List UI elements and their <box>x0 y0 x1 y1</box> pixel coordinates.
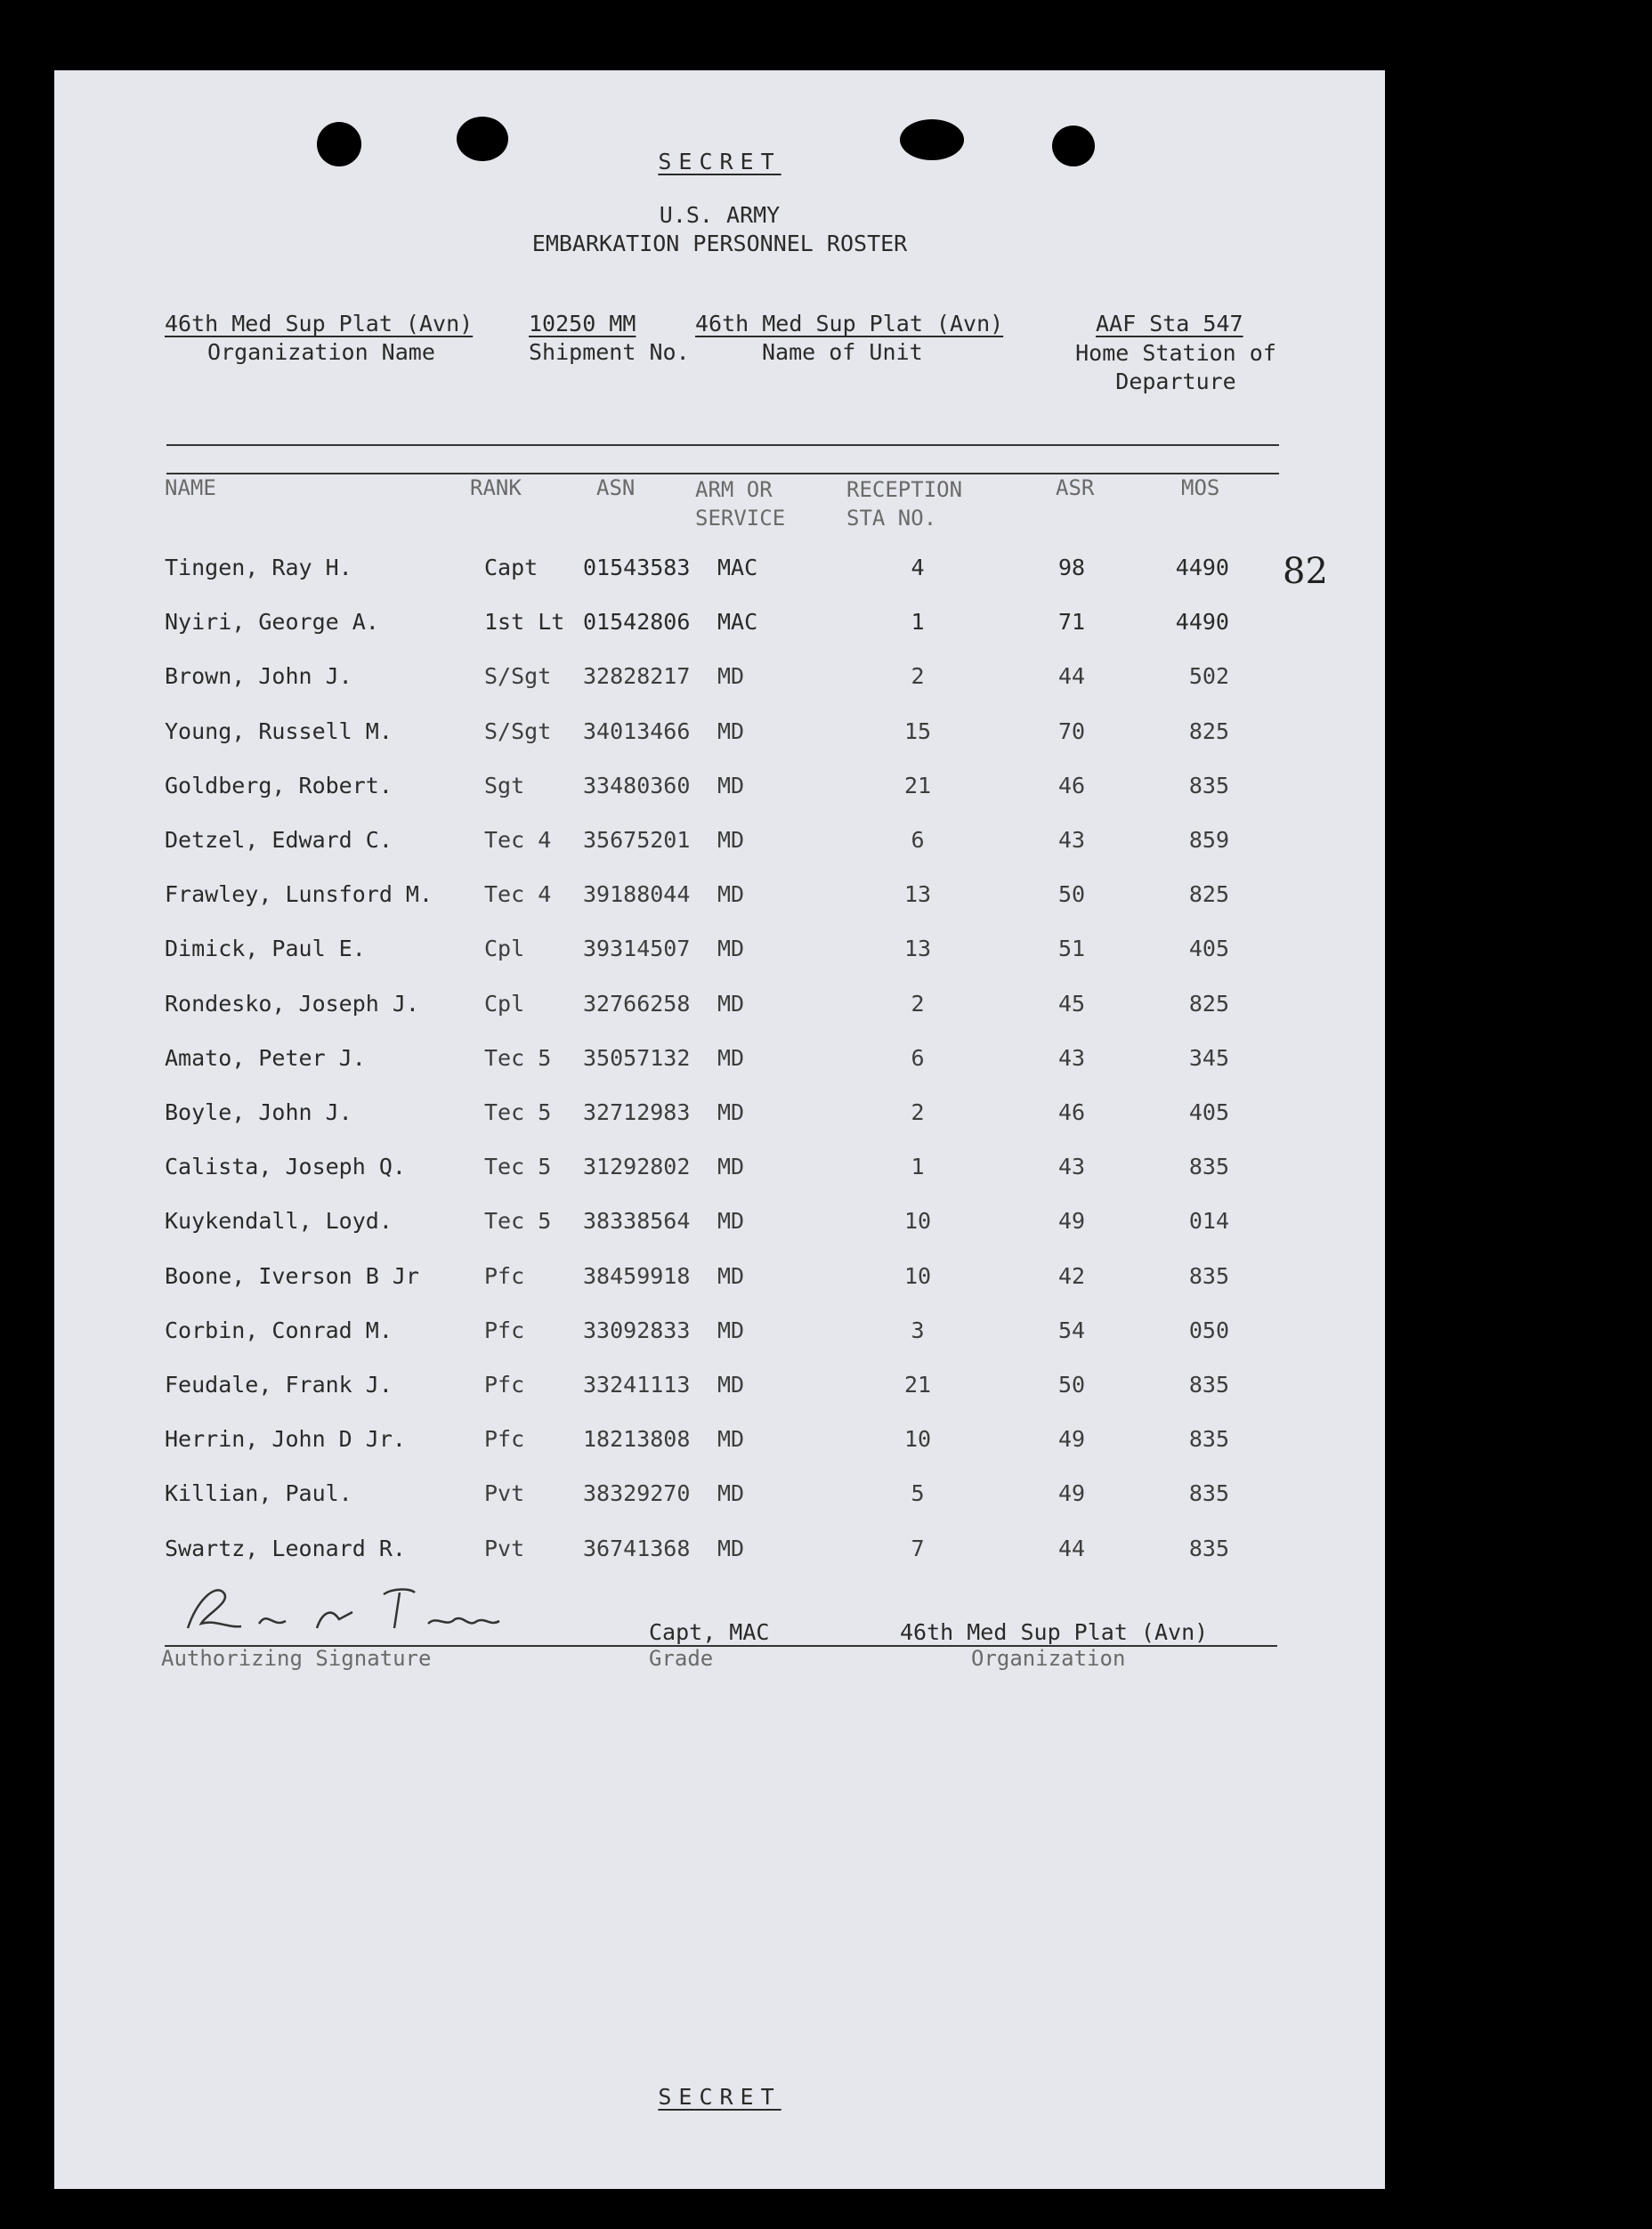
cell-asn: 38338564 <box>583 1208 691 1235</box>
cell-asn: 38329270 <box>583 1480 691 1507</box>
classification-bottom: SECRET <box>658 2084 781 2110</box>
cell-asn: 31292802 <box>583 1154 691 1180</box>
cell-asn: 35057132 <box>583 1044 691 1071</box>
cell-name: Young, Russell M. <box>165 717 393 744</box>
col-reception-sta: RECEPTION STA NO. <box>846 477 963 531</box>
cell-asr: 42 <box>1057 1262 1086 1289</box>
cell-reception-sta: 15 <box>903 717 932 744</box>
rule-top <box>166 444 1279 446</box>
cell-arm-service: MD <box>717 1154 745 1180</box>
col-asn: ASN <box>596 475 636 500</box>
cell-mos: 345 <box>1188 1044 1229 1071</box>
org-name-value: 46th Med Sup Plat (Avn) <box>165 311 474 336</box>
cell-reception-sta: 6 <box>911 1044 925 1071</box>
cell-name: Boone, Iverson B Jr <box>165 1262 419 1289</box>
cell-reception-sta: 10 <box>903 1208 932 1235</box>
cell-reception-sta: 1 <box>911 609 925 636</box>
cell-asr: 43 <box>1057 1044 1086 1071</box>
cell-rank: 1st Lt <box>484 609 565 636</box>
margin-number: 82 <box>1283 551 1328 592</box>
cell-rank: Sgt <box>484 772 525 798</box>
organization-value: 46th Med Sup Plat (Avn) <box>900 1619 1209 1645</box>
cell-rank: Pfc <box>484 1426 525 1453</box>
cell-mos: 835 <box>1188 1154 1229 1180</box>
cell-name: Frawley, Lunsford M. <box>165 881 433 908</box>
cell-mos: 4490 <box>1175 555 1229 580</box>
cell-mos: 050 <box>1188 1317 1229 1343</box>
cell-mos: 825 <box>1188 990 1229 1017</box>
cell-rank: Pvt <box>484 1480 525 1507</box>
cell-mos: 405 <box>1188 1099 1229 1125</box>
signature-label: Authorizing Signature <box>161 1646 432 1671</box>
cell-name: Amato, Peter J. <box>165 1044 366 1071</box>
cell-asn: 36741368 <box>583 1535 691 1561</box>
cell-name: Rondesko, Joseph J. <box>165 990 419 1017</box>
cell-reception-sta: 2 <box>911 990 925 1017</box>
cell-asr: 49 <box>1057 1208 1086 1235</box>
cell-rank: Cpl <box>484 936 525 962</box>
cell-name: Herrin, John D Jr. <box>165 1426 406 1453</box>
shipment-no-value: 10250 MM <box>529 311 636 336</box>
cell-reception-sta: 10 <box>903 1426 932 1453</box>
cell-mos: 825 <box>1188 717 1229 744</box>
cell-reception-sta: 13 <box>903 881 932 908</box>
col-arm-service: ARM OR SERVICE <box>695 477 786 531</box>
grade-label: Grade <box>649 1646 714 1671</box>
unit-name-value: 46th Med Sup Plat (Avn) <box>695 311 1004 336</box>
classification-top: SECRET <box>658 149 781 174</box>
cell-asn: 35675201 <box>583 827 691 853</box>
org-name-label: Organization Name <box>207 339 435 365</box>
document-page <box>54 70 1385 2189</box>
cell-asn: 33092833 <box>583 1317 691 1343</box>
cell-rank: Pvt <box>484 1535 525 1561</box>
handwritten-signature <box>161 1575 579 1646</box>
col-asr: ASR <box>1056 475 1095 500</box>
cell-reception-sta: 7 <box>911 1535 925 1561</box>
grade-value: Capt, MAC <box>649 1619 770 1645</box>
cell-rank: Tec 5 <box>484 1044 552 1071</box>
cell-rank: Tec 5 <box>484 1154 552 1180</box>
cell-reception-sta: 4 <box>911 555 925 580</box>
cell-asr: 51 <box>1057 936 1086 962</box>
cell-asn: 01543583 <box>583 555 691 580</box>
cell-mos: 4490 <box>1175 609 1229 636</box>
cell-rank: Capt <box>484 555 539 580</box>
cell-rank: Tec 4 <box>484 881 552 908</box>
cell-arm-service: MD <box>717 1208 745 1235</box>
cell-mos: 405 <box>1188 936 1229 962</box>
cell-arm-service: MD <box>717 827 745 853</box>
cell-asr: 98 <box>1057 555 1086 580</box>
cell-mos: 835 <box>1188 772 1229 798</box>
cell-name: Boyle, John J. <box>165 1099 352 1125</box>
cell-asr: 50 <box>1057 1372 1086 1398</box>
cell-mos: 835 <box>1188 1262 1229 1289</box>
cell-name: Goldberg, Robert. <box>165 772 393 798</box>
col-rank: RANK <box>470 475 522 500</box>
cell-arm-service: MD <box>717 990 745 1017</box>
cell-asn: 32712983 <box>583 1099 691 1125</box>
header-army: U.S. ARMY <box>659 202 781 228</box>
cell-mos: 835 <box>1188 1535 1229 1561</box>
cell-reception-sta: 1 <box>911 1154 925 1180</box>
organization-label: Organization <box>971 1646 1126 1671</box>
cell-asr: 45 <box>1057 990 1086 1017</box>
cell-asr: 71 <box>1057 609 1086 636</box>
cell-arm-service: MD <box>717 717 745 744</box>
col-mos: MOS <box>1181 475 1220 500</box>
cell-name: Tingen, Ray H. <box>165 555 352 580</box>
cell-arm-service: MD <box>717 936 745 962</box>
cell-rank: Tec 5 <box>484 1099 552 1125</box>
cell-asn: 39188044 <box>583 881 691 908</box>
cell-arm-service: MD <box>717 1480 745 1507</box>
cell-rank: Pfc <box>484 1372 525 1398</box>
cell-reception-sta: 5 <box>911 1480 925 1507</box>
cell-name: Killian, Paul. <box>165 1480 352 1507</box>
cell-reception-sta: 21 <box>903 1372 932 1398</box>
cell-asr: 46 <box>1057 1099 1086 1125</box>
cell-asn: 33480360 <box>583 772 691 798</box>
cell-reception-sta: 13 <box>903 936 932 962</box>
home-station-label: Home Station of Departure <box>1075 340 1276 394</box>
cell-asr: 70 <box>1057 717 1086 744</box>
cell-arm-service: MD <box>717 772 745 798</box>
cell-asr: 43 <box>1057 827 1086 853</box>
cell-name: Swartz, Leonard R. <box>165 1535 406 1561</box>
cell-reception-sta: 2 <box>911 1099 925 1125</box>
cell-name: Feudale, Frank J. <box>165 1372 393 1398</box>
cell-asr: 44 <box>1057 1535 1086 1561</box>
cell-asr: 49 <box>1057 1480 1086 1507</box>
cell-arm-service: MAC <box>717 609 758 636</box>
cell-mos: 014 <box>1188 1208 1229 1235</box>
cell-asr: 54 <box>1057 1317 1086 1343</box>
cell-name: Corbin, Conrad M. <box>165 1317 393 1343</box>
cell-asn: 33241113 <box>583 1372 691 1398</box>
cell-name: Dimick, Paul E. <box>165 936 366 962</box>
cell-name: Kuykendall, Loyd. <box>165 1208 393 1235</box>
cell-asn: 01542806 <box>583 609 691 636</box>
cell-rank: Pfc <box>484 1262 525 1289</box>
cell-reception-sta: 3 <box>911 1317 925 1343</box>
cell-name: Calista, Joseph Q. <box>165 1154 406 1180</box>
cell-asr: 44 <box>1057 663 1086 690</box>
cell-arm-service: MD <box>717 1535 745 1561</box>
cell-asr: 49 <box>1057 1426 1086 1453</box>
cell-asn: 18213808 <box>583 1426 691 1453</box>
cell-mos: 835 <box>1188 1426 1229 1453</box>
cell-asn: 38459918 <box>583 1262 691 1289</box>
cell-asr: 50 <box>1057 881 1086 908</box>
cell-arm-service: MD <box>717 1099 745 1125</box>
cell-asn: 32828217 <box>583 663 691 690</box>
rule-bottom <box>166 473 1279 474</box>
cell-rank: Pfc <box>484 1317 525 1343</box>
cell-asn: 34013466 <box>583 717 691 744</box>
cell-arm-service: MD <box>717 881 745 908</box>
cell-reception-sta: 6 <box>911 827 925 853</box>
cell-rank: S/Sgt <box>484 663 552 690</box>
cell-mos: 859 <box>1188 827 1229 853</box>
shipment-no-label: Shipment No. <box>529 339 690 365</box>
cell-asr: 43 <box>1057 1154 1086 1180</box>
cell-name: Brown, John J. <box>165 663 352 690</box>
home-station-value: AAF Sta 547 <box>1096 311 1243 336</box>
cell-name: Nyiri, George A. <box>165 609 379 636</box>
unit-name-label: Name of Unit <box>762 339 923 365</box>
cell-asr: 46 <box>1057 772 1086 798</box>
cell-mos: 835 <box>1188 1480 1229 1507</box>
cell-rank: Tec 5 <box>484 1208 552 1235</box>
cell-arm-service: MD <box>717 1044 745 1071</box>
cell-arm-service: MD <box>717 1317 745 1343</box>
header-roster-title: EMBARKATION PERSONNEL ROSTER <box>531 231 908 256</box>
col-name: NAME <box>165 475 216 500</box>
cell-reception-sta: 10 <box>903 1262 932 1289</box>
cell-asn: 32766258 <box>583 990 691 1017</box>
cell-rank: Tec 4 <box>484 827 552 853</box>
cell-mos: 502 <box>1188 663 1229 690</box>
cell-rank: Cpl <box>484 990 525 1017</box>
cell-arm-service: MD <box>717 1372 745 1398</box>
cell-reception-sta: 2 <box>911 663 925 690</box>
cell-arm-service: MD <box>717 663 745 690</box>
cell-arm-service: MD <box>717 1262 745 1289</box>
cell-arm-service: MD <box>717 1426 745 1453</box>
cell-reception-sta: 21 <box>903 772 932 798</box>
cell-mos: 825 <box>1188 881 1229 908</box>
cell-arm-service: MAC <box>717 555 758 580</box>
cell-name: Detzel, Edward C. <box>165 827 393 853</box>
cell-rank: S/Sgt <box>484 717 552 744</box>
cell-mos: 835 <box>1188 1372 1229 1398</box>
cell-asn: 39314507 <box>583 936 691 962</box>
